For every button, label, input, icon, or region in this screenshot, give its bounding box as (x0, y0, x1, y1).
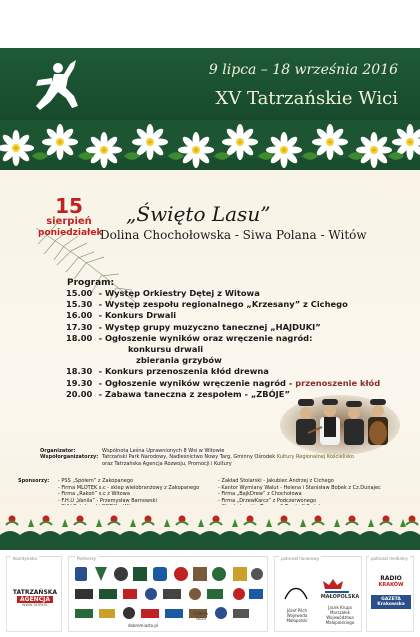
program-subitem: zbierania grzybów (136, 355, 222, 366)
event-title: „Święto Lasu” (126, 202, 271, 226)
malopolska-logo: MAŁOPOLSKA (320, 594, 360, 600)
program-text: - Występ Orkiestry Dętej z Witowa (98, 288, 260, 298)
folk-ornament-icon (0, 505, 420, 550)
event-month: sierpień (46, 216, 92, 227)
bottom-ornament-band (0, 505, 420, 550)
gazeta-krakowska-logo: GAZETA Krakowska (371, 595, 411, 609)
sponsor-item: - F.H.U „Vanila” - Przemysław Barnowski (58, 497, 157, 504)
wojewoda-logo: Józef Pilch Wojewoda Małopolski (286, 607, 308, 623)
sponsor-item: - Kantor Wymiany Walut - Helena i Stanisław Bobek z Cz.Dunajec (218, 484, 381, 491)
edelweiss-ornament-icon (0, 120, 420, 170)
program-time: 15.00 (66, 288, 93, 298)
program-item (66, 366, 396, 377)
partners-logo-frame (68, 556, 268, 632)
program-text: - Występ grupy muzyczno tanecznej „HAJDUKI” (98, 321, 321, 332)
honorary-patronage-frame (274, 556, 362, 632)
program-item (66, 378, 396, 389)
organizer-label: Organizator: (40, 448, 76, 454)
sponsor-item: - Zakład Stolarski - Jakubiec Andrzej z Cichego (218, 478, 334, 484)
program-text: - Zabawa taneczna z zespołem - „ZBÓJE” (98, 388, 290, 399)
program-text: - Ogłoszenie wyników oraz wręczenie nagród: (98, 332, 313, 343)
event-subtitle: Dolina Chochołowska - Siwa Polana - Witów (100, 228, 367, 242)
content-area (0, 170, 420, 540)
program-text: - Konkurs przenoszenia kłód drewna (98, 366, 269, 377)
festival-dates: 9 lipca – 18 września 2016 (208, 62, 398, 78)
edelweiss-band (0, 120, 420, 170)
coorganizer-label: Współorganizatorzy: (40, 454, 99, 461)
sponsors-label: Sponsorzy: (18, 478, 50, 484)
sponsor-item: - Firma „BajkDrew” z Chochołowa (218, 491, 302, 498)
czarna-gora-logo: Czarna Góra (194, 611, 208, 621)
program-text: - Występ zespołu regionalnego „Krzesany” z Cichego (98, 299, 348, 310)
caption-partners: Partnerzy (77, 556, 97, 561)
organizer-value: Wspólnota Leśna Uprawnionych 8 Wsi w Witowie (102, 448, 225, 454)
program-time: 17.30 (66, 321, 93, 332)
coorganizer-value-2: oraz Tatrzańska Agencja Rozwoju, Promocji i Kultury (102, 460, 232, 467)
sponsor-logos (0, 550, 420, 637)
program-item (66, 299, 396, 310)
caption-honorary: patronat honorowy (281, 556, 319, 561)
organizers (40, 448, 400, 467)
sponsor-item: - Firma MLOTEK s.c - sklep wielobranżowy z Zakopanego (58, 484, 200, 491)
media-patronage-frame (366, 556, 414, 632)
program-list (66, 288, 396, 400)
header-band (0, 48, 420, 120)
radio-krakow-logo: RADIO KRAKÓW (378, 574, 404, 588)
sponsor-item: - Firma „DrzewKarcz” z Podczerwonego (218, 497, 317, 504)
highlander-logo-icon (18, 56, 88, 116)
event-weekday: poniedziałek (38, 228, 103, 238)
marszalek-logo: Jacek Krupa Marszałek Województwa Małopolskiego (325, 605, 355, 625)
program-time: 18.00 (66, 332, 93, 343)
program-subitem: konkursu drwali (128, 344, 204, 355)
coorganizer-text-accent: Kultury Regionalnej Kościelisko (276, 454, 354, 461)
program-time: 15.30 (66, 299, 93, 310)
sponsor-item: - Firma „Rakoń” s.c z Witowa (58, 491, 130, 498)
program-text: - Konkurs Drwali (98, 310, 177, 321)
program-item (66, 288, 396, 299)
event-date-badge (38, 194, 103, 239)
event-day: 15 (55, 194, 83, 218)
tatrzanska-agencja-logo: TATRZAŃSKA AGENCJA WWW.TATRY.PL (12, 589, 58, 607)
festival-title: XV Tatrzańskie Wici (215, 88, 398, 109)
caption-coordinator: Koordynator (13, 556, 38, 561)
dobremiasto-logo: dobremiasto.pl (128, 622, 158, 628)
program-item (66, 310, 396, 321)
program-time: 18.30 (66, 366, 93, 377)
program-time: 19.30 (66, 377, 93, 388)
program-item (66, 333, 396, 344)
program-label: Program: (67, 278, 115, 288)
coorganizer-text: Tatrzański Park Narodowy, Nadleśnictwo Nowy Targ, Gminny Ośrodek (102, 454, 277, 461)
program-time: 20.00 (66, 388, 93, 399)
program-text: - Ogłoszenie wyników wręczenie nagród - (98, 377, 296, 388)
partner-logos-grid (69, 557, 269, 631)
sponsor-item: - PSS „Społem” z Zakopanego (58, 478, 134, 484)
program-text-accent: przenoszenie kłód (295, 377, 381, 388)
program-item (66, 322, 396, 333)
program-time: 16.00 (66, 310, 93, 321)
caption-media: patronat medialny (371, 556, 408, 561)
coordinator-logo-frame (6, 556, 62, 632)
coorganizer-row-2 (40, 461, 400, 467)
